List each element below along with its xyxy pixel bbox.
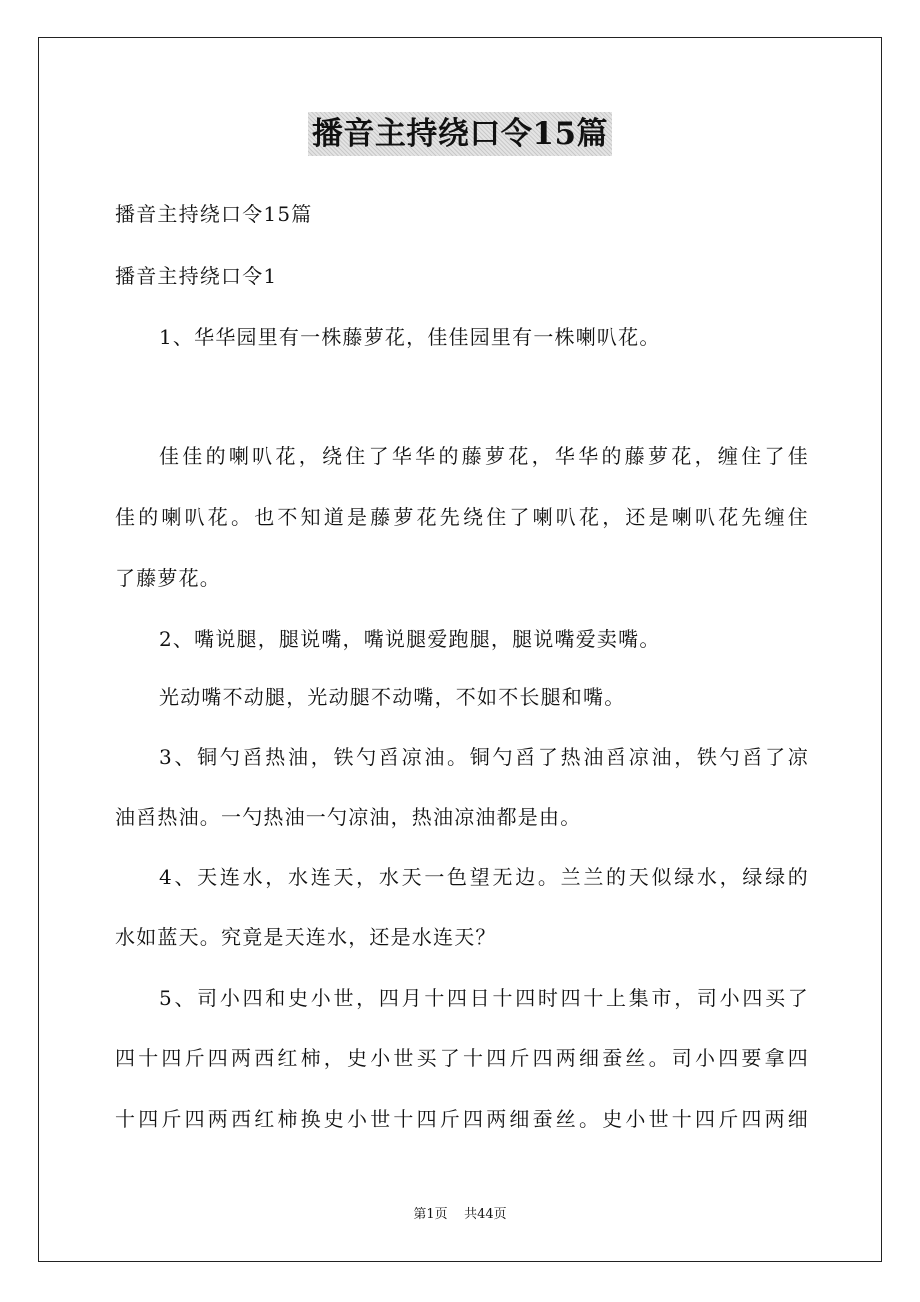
paragraph-line: 水如蓝天。究竟是天连水，还是水连天？ — [115, 925, 497, 949]
page-total: 共44页 — [464, 1207, 507, 1222]
paragraph-line: 2、嘴说腿，腿说嘴，嘴说腿爱跑腿，腿说嘴爱卖嘴。 — [159, 627, 661, 651]
page-footer — [0, 1206, 920, 1224]
title-container — [0, 112, 920, 156]
paragraph-line: 十四斤四两西红柿换史小世十四斤四两细蚕丝。史小世十四斤四两细 — [115, 1107, 809, 1131]
paragraph-line: 5、司小四和史小世，四月十四日十四时四十上集市，司小四买了 — [159, 986, 809, 1010]
document-title: 播音主持绕口令15篇 — [308, 112, 612, 156]
paragraph-line: 光动嘴不动腿，光动腿不动嘴，不如不长腿和嘴。 — [159, 685, 626, 709]
paragraph-line: 四十四斤四两西红柿，史小世买了十四斤四两细蚕丝。司小四要拿四 — [115, 1046, 809, 1070]
page-number: 第1页 — [413, 1207, 448, 1222]
paragraph-line: 1、华华园里有一株藤萝花，佳佳园里有一株喇叭花。 — [159, 325, 661, 349]
section-heading: 播音主持绕口令1 — [115, 264, 278, 288]
subtitle-line: 播音主持绕口令15篇 — [115, 202, 313, 226]
paragraph-line: 佳佳的喇叭花，绕住了华华的藤萝花，华华的藤萝花，缠住了佳 — [159, 444, 809, 468]
paragraph-line: 3、铜勺舀热油，铁勺舀凉油。铜勺舀了热油舀凉油，铁勺舀了凉 — [159, 745, 809, 769]
paragraph-line: 油舀热油。一勺热油一勺凉油，热油凉油都是由。 — [115, 805, 582, 829]
paragraph-line: 佳的喇叭花。也不知道是藤萝花先绕住了喇叭花，还是喇叭花先缠住 — [115, 505, 809, 529]
paragraph-line: 4、天连水，水连天，水天一色望无边。兰兰的天似绿水，绿绿的 — [159, 865, 809, 889]
paragraph-line: 了藤萝花。 — [115, 566, 221, 590]
